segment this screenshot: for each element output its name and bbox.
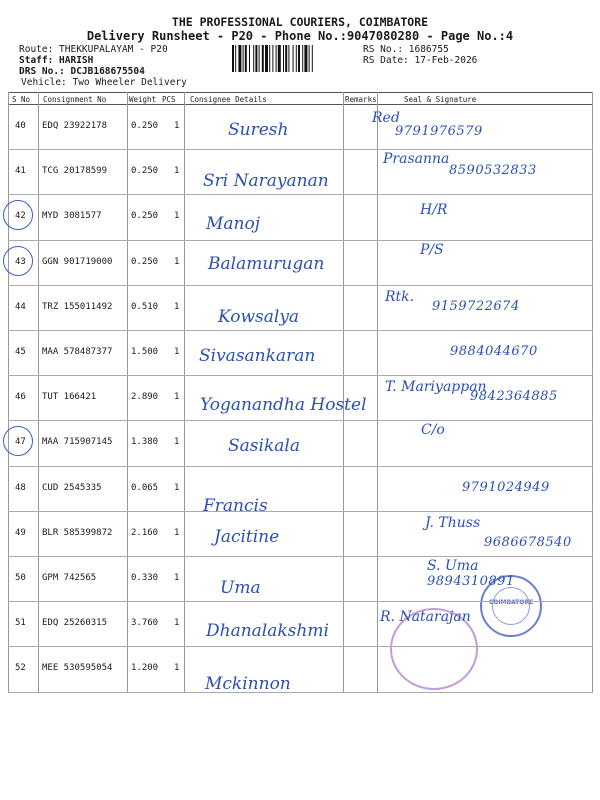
row-consignment: EDQ 25260315 <box>42 618 108 629</box>
row-consignment: CUD 2545335 <box>42 482 102 493</box>
row-divider <box>8 375 593 376</box>
vehicle-text: Vehicle: Two Wheeler Delivery <box>21 77 187 88</box>
row-weight: 2.890 <box>131 392 159 403</box>
barcode-bar <box>298 45 300 72</box>
route-text: Route: THEKKUPALAYAM - P20 <box>19 44 168 55</box>
row-sno: 41 <box>15 166 26 177</box>
consignee-name-handwritten: Dhanalakshmi <box>206 621 329 642</box>
stamp-ring <box>492 587 530 625</box>
consignee-name-handwritten: Sivasankaran <box>199 346 316 366</box>
row-divider <box>8 420 593 421</box>
barcode-bar <box>243 45 244 72</box>
row-consignment: MEE 530595054 <box>42 663 113 674</box>
drs-text: DRS No.: DCJB168675504 <box>19 66 145 77</box>
staff-text: Staff: HARISH <box>19 55 94 66</box>
row-divider <box>8 466 593 467</box>
row-divider <box>8 149 593 150</box>
row-weight: 0.250 <box>131 121 159 131</box>
row-pcs: 1 <box>174 527 180 538</box>
info-left <box>19 44 187 88</box>
info-right <box>363 44 477 66</box>
row-divider <box>8 646 593 647</box>
col-pcs: PCS <box>162 95 176 104</box>
signature-handwritten: Red <box>372 110 400 126</box>
row-sno: 44 <box>15 301 26 312</box>
barcode-bar <box>238 45 241 72</box>
signature-handwritten: H/R <box>420 202 448 219</box>
col-remarks: Remarks <box>345 95 377 104</box>
barcode-bar <box>302 45 303 72</box>
consignee-name-handwritten: Kowsalya <box>218 306 300 327</box>
stamp-text: COIMBATORE <box>488 599 534 606</box>
row-pcs: 1 <box>174 211 180 222</box>
phone-handwritten: 8590532833 <box>449 163 537 179</box>
row-weight: 2.160 <box>131 527 159 538</box>
signature-handwritten: T. Mariyappan <box>385 379 487 396</box>
table-row <box>8 646 593 696</box>
consignee-name-handwritten: Manoj <box>206 214 260 235</box>
row-sno: 47 <box>15 437 26 448</box>
rs-date-text: RS Date: 17-Feb-2026 <box>363 55 478 66</box>
signature-handwritten: C/o <box>421 422 445 439</box>
phone-handwritten: 9791024949 <box>462 479 550 495</box>
barcode-bar <box>253 45 254 72</box>
row-sno: 46 <box>15 392 26 403</box>
signature-handwritten: S. Uma <box>427 558 479 574</box>
consignee-name-handwritten: Uma <box>220 578 261 598</box>
barcode-bar <box>245 45 247 72</box>
row-consignment: EDQ 23922178 <box>42 121 108 131</box>
rs-number-text: RS No.: 1686755 <box>363 44 449 55</box>
row-pcs: 1 <box>174 301 180 312</box>
barcode-bar <box>235 45 236 72</box>
row-consignment: TRZ 155011492 <box>42 301 113 312</box>
row-weight: 0.250 <box>131 166 159 177</box>
row-pcs: 1 <box>174 573 180 583</box>
signature-handwritten: Rtk. <box>385 288 415 305</box>
barcode-bar <box>296 45 297 72</box>
row-pcs: 1 <box>174 121 180 131</box>
row-pcs: 1 <box>174 663 180 674</box>
phone-handwritten: 9884044670 <box>450 344 538 359</box>
row-sno: 52 <box>15 663 26 674</box>
row-weight: 0.065 <box>131 482 159 493</box>
row-sno: 51 <box>15 618 26 629</box>
row-divider <box>8 556 593 557</box>
col-seal: Seal & Signature <box>404 95 477 104</box>
row-pcs: 1 <box>174 482 180 493</box>
barcode-bar <box>293 45 294 72</box>
row-divider <box>8 601 593 602</box>
row-divider <box>8 285 593 286</box>
barcode-bar <box>272 45 273 72</box>
row-divider <box>8 692 593 693</box>
circle-mark <box>3 246 33 276</box>
row-weight: 0.250 <box>131 211 159 222</box>
row-weight: 0.510 <box>131 301 159 312</box>
barcode-bar <box>262 45 264 72</box>
row-consignment: MAA 715907145 <box>42 437 113 448</box>
consignee-name-handwritten: Sasikala <box>228 436 300 457</box>
row-consignment: BLR 585399872 <box>42 527 113 538</box>
barcode-bar <box>285 45 287 72</box>
col-sno: S No <box>12 95 31 104</box>
col-weight: Weight <box>129 95 157 104</box>
barcode-bar <box>309 45 310 72</box>
row-sno: 43 <box>15 256 26 267</box>
phone-handwritten: 9686678540 <box>484 534 572 550</box>
table-row <box>8 194 593 244</box>
barcode-bar <box>265 45 268 72</box>
phone-handwritten: 9791976579 <box>395 124 483 139</box>
row-consignment: GGN 901719000 <box>42 256 113 267</box>
barcode-bar <box>276 45 277 72</box>
row-sno: 42 <box>15 211 26 222</box>
row-consignment: MAA 578487377 <box>42 347 113 357</box>
consignee-name-handwritten: Yoganandha Hostel <box>200 395 367 416</box>
signature-handwritten: J. Thuss <box>425 514 481 531</box>
document-subtitle: Delivery Runsheet - P20 - Phone No.:9047080280 - Page No.:4 <box>86 29 514 43</box>
document-title: THE PROFESSIONAL COURIERS, COIMBATORE <box>171 15 429 29</box>
consignee-name-handwritten: Francis <box>203 495 268 516</box>
row-divider <box>8 194 593 195</box>
row-divider <box>8 240 593 241</box>
row-divider <box>8 511 593 512</box>
signature-handwritten: P/S <box>420 241 444 258</box>
row-pcs: 1 <box>174 618 180 629</box>
barcode-bar <box>269 45 270 72</box>
barcode-bar <box>278 45 281 72</box>
consignee-name-handwritten: Balamurugan <box>208 253 325 274</box>
barcode-bar <box>255 45 257 72</box>
row-weight: 3.760 <box>131 618 159 629</box>
barcode-bar <box>249 45 250 72</box>
row-pcs: 1 <box>174 347 180 357</box>
row-consignment: TUT 166421 <box>42 392 97 403</box>
table-row <box>8 420 593 470</box>
phone-handwritten: 9894310891 <box>427 574 515 589</box>
signature-handwritten: Prasanna <box>383 151 450 168</box>
row-pcs: 1 <box>174 256 180 267</box>
row-weight: 0.250 <box>131 256 159 267</box>
row-weight: 1.200 <box>131 663 159 674</box>
consignee-name-handwritten: Sri Narayanan <box>203 171 329 192</box>
row-weight: 0.330 <box>131 573 159 583</box>
row-consignment: TCG 20178599 <box>42 166 108 177</box>
row-pcs: 1 <box>174 392 180 403</box>
row-sno: 40 <box>15 121 26 131</box>
barcode-bar <box>312 45 313 72</box>
barcode-bar <box>288 45 289 72</box>
row-sno: 49 <box>15 527 26 538</box>
consignee-name-handwritten: Jacitine <box>214 526 280 547</box>
row-pcs: 1 <box>174 166 180 177</box>
barcode-bar <box>232 45 234 72</box>
row-pcs: 1 <box>174 437 180 448</box>
signature-handwritten: R. Natarajan <box>380 609 471 626</box>
consignee-name-handwritten: Mckinnon <box>205 674 291 695</box>
row-weight: 1.380 <box>131 437 159 448</box>
row-weight: 1.500 <box>131 347 159 357</box>
table-row <box>8 104 593 154</box>
col-consignment: Consignment No <box>43 95 107 104</box>
row-sno: 48 <box>15 482 26 493</box>
row-consignment: MYD 3081577 <box>42 211 102 222</box>
row-divider <box>8 330 593 331</box>
phone-handwritten: 9842364885 <box>470 389 558 405</box>
row-sno: 50 <box>15 573 26 583</box>
row-sno: 45 <box>15 347 26 357</box>
barcode-bar <box>259 45 260 72</box>
consignee-name-handwritten: Suresh <box>228 120 289 140</box>
barcode-bar <box>283 45 284 72</box>
barcode <box>232 45 357 72</box>
row-consignment: GPM 742565 <box>42 573 97 583</box>
barcode-bar <box>304 45 307 72</box>
col-consignee: Consignee Details <box>190 95 267 104</box>
phone-handwritten: 9159722674 <box>432 298 520 314</box>
